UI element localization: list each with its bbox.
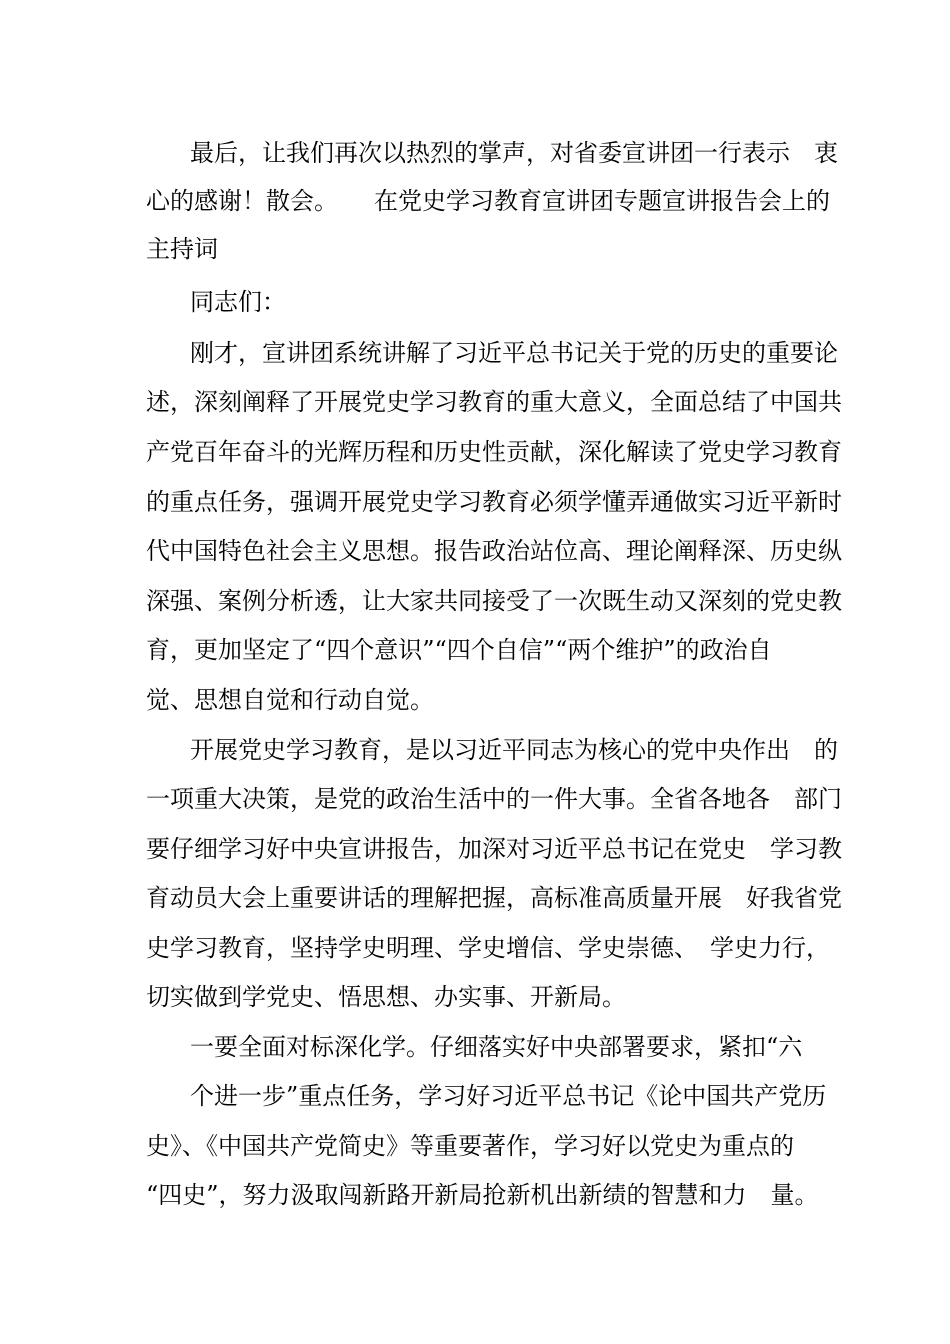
text-line: 最后，让我们再次以热烈的掌声，对省委宣讲团一行表示 衷 (190, 139, 838, 167)
text-line: 一要全面对标深化学。仔细落实好中央部署要求，紧扣“六 (190, 1033, 803, 1061)
text-line: 切实做到学党史、悟思想、办实事、开新局。 (146, 983, 626, 1011)
text-line: 刚才，宣讲团系统讲解了习近平总书记关于党的历史的重要论 (190, 339, 838, 367)
text-line: 育动员大会上重要讲话的理解把握，高标准高质量开展 好我省党 (146, 884, 842, 912)
text-line: 个进一步”重点任务，学习好习近平总书记《论中国共产党历 (190, 1082, 827, 1110)
text-line: 的重点任务，强调开展党史学习教育必须学懂弄通做实习近平新时 (146, 488, 842, 516)
text-line: 述，深刻阐释了开展党史学习教育的重大意义，全面总结了中国共 (146, 388, 842, 416)
text-line: 心的感谢！散会。 在党史学习教育宣讲团专题宣讲报告会上的 (146, 187, 830, 215)
text-line: “四史”，努力汲取闯新路开新局抢新机出新绩的智慧和力 量。 (146, 1181, 819, 1209)
text-line: 育，更加坚定了“四个意识”“四个自信”“两个维护”的政治自 (146, 636, 772, 664)
text-line: 一项重大决策，是党的政治生活中的一件大事。全省各地各 部门 (146, 785, 842, 813)
text-line: 主持词 (146, 235, 218, 263)
text-line: 深强、案例分析透，让大家共同接受了一次既生动又深刻的党史教 (146, 587, 842, 615)
text-line: 代中国特色社会主义思想。报告政治站位高、理论阐释深、历史纵 (146, 537, 842, 565)
text-line: 要仔细学习好中央宣讲报告，加深对习近平总书记在党史 学习教 (146, 835, 842, 863)
text-line: 史》、《中国共产党简史》等重要著作，学习好以党史为重点的 (146, 1132, 794, 1160)
text-line: 开展党史学习教育，是以习近平同志为核心的党中央作出 的 (190, 736, 838, 764)
text-line: 同志们： (190, 288, 286, 316)
text-line: 觉、思想自觉和行动自觉。 (146, 686, 434, 714)
text-line: 产党百年奋斗的光辉历程和历史性贡献，深化解读了党史学习教育 (146, 438, 842, 466)
text-line: 史学习教育，坚持学史明理、学史增信、学史崇德、 学史力行， (146, 934, 830, 962)
